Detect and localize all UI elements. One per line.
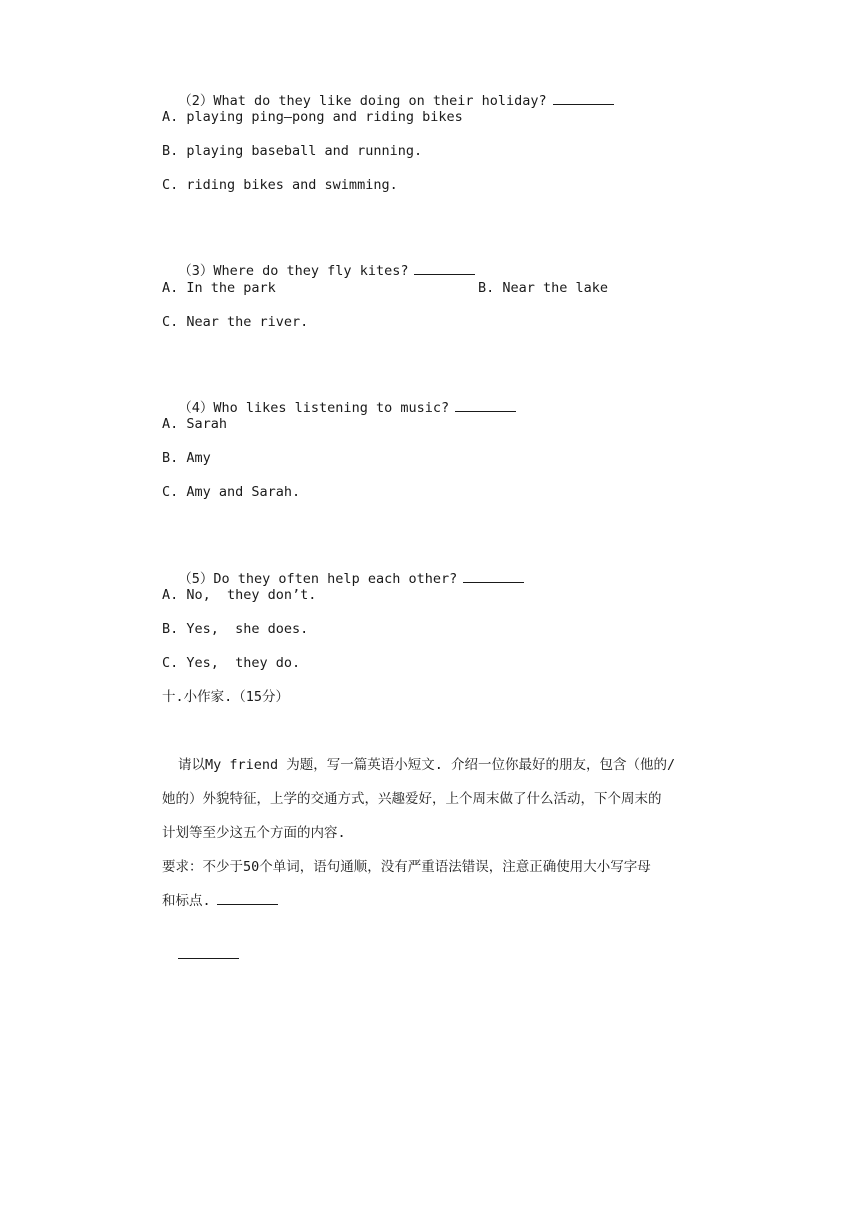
requirement-line: 要求：不少于50个单词，语句通顺，没有严重语法错误，注意正确使用大小写字母: [162, 859, 651, 875]
requirement-line-last: [162, 884, 737, 918]
question-3-option-c: C. Near the river.: [162, 314, 309, 330]
question-5-option-b: B. Yes, she does.: [162, 621, 309, 637]
question-2-stem: [162, 74, 614, 110]
answer-blank[interactable]: [414, 262, 475, 275]
question-4-option-a: A. Sarah: [162, 416, 228, 432]
writing-prompt-line: 请以My friend 为题，写一篇英语小短文. 介绍一位你最好的朋友，包含（他的/: [178, 757, 676, 773]
question-2-option-c: C. riding bikes and swimming.: [162, 177, 398, 193]
answer-blank[interactable]: [178, 946, 239, 959]
requirement-line-text: 和标点.: [162, 893, 211, 909]
answer-line: [162, 928, 239, 964]
writing-prompt-line: 她的）外貌特征，上学的交通方式，兴趣爱好，上个周末做了什么活动，下个周末的: [162, 791, 662, 807]
question-5-text: （5）Do they often help each other?: [178, 571, 458, 587]
answer-blank[interactable]: [553, 92, 614, 105]
question-4-stem: [162, 381, 516, 417]
question-3-stem: [162, 244, 475, 280]
question-3-text: （3）Where do they fly kites?: [178, 263, 409, 279]
answer-blank[interactable]: [455, 399, 516, 412]
section-10-heading: 十.小作家.（15分）: [162, 689, 290, 705]
question-4-text: （4）Who likes listening to music?: [178, 400, 450, 416]
writing-prompt: [162, 748, 737, 850]
answer-blank[interactable]: [463, 570, 524, 583]
question-2-option-a: A. playing ping–pong and riding bikes: [162, 109, 463, 125]
question-4-option-c: C. Amy and Sarah.: [162, 484, 301, 500]
question-2-text: （2）What do they like doing on their holiday?: [178, 93, 547, 109]
question-2-option-b: B. playing baseball and running.: [162, 143, 423, 159]
question-3-option-a: A. In the park: [162, 280, 276, 296]
question-3-option-b: B. Near the lake: [478, 280, 609, 296]
question-5-stem: [162, 552, 524, 588]
question-5-option-a: A. No, they don’t.: [162, 587, 317, 603]
question-5-option-c: C. Yes, they do.: [162, 655, 301, 671]
question-4-option-b: B. Amy: [162, 450, 211, 466]
writing-requirements: [162, 850, 737, 918]
answer-blank[interactable]: [217, 892, 278, 905]
writing-prompt-line: 计划等至少这五个方面的内容.: [162, 825, 346, 841]
